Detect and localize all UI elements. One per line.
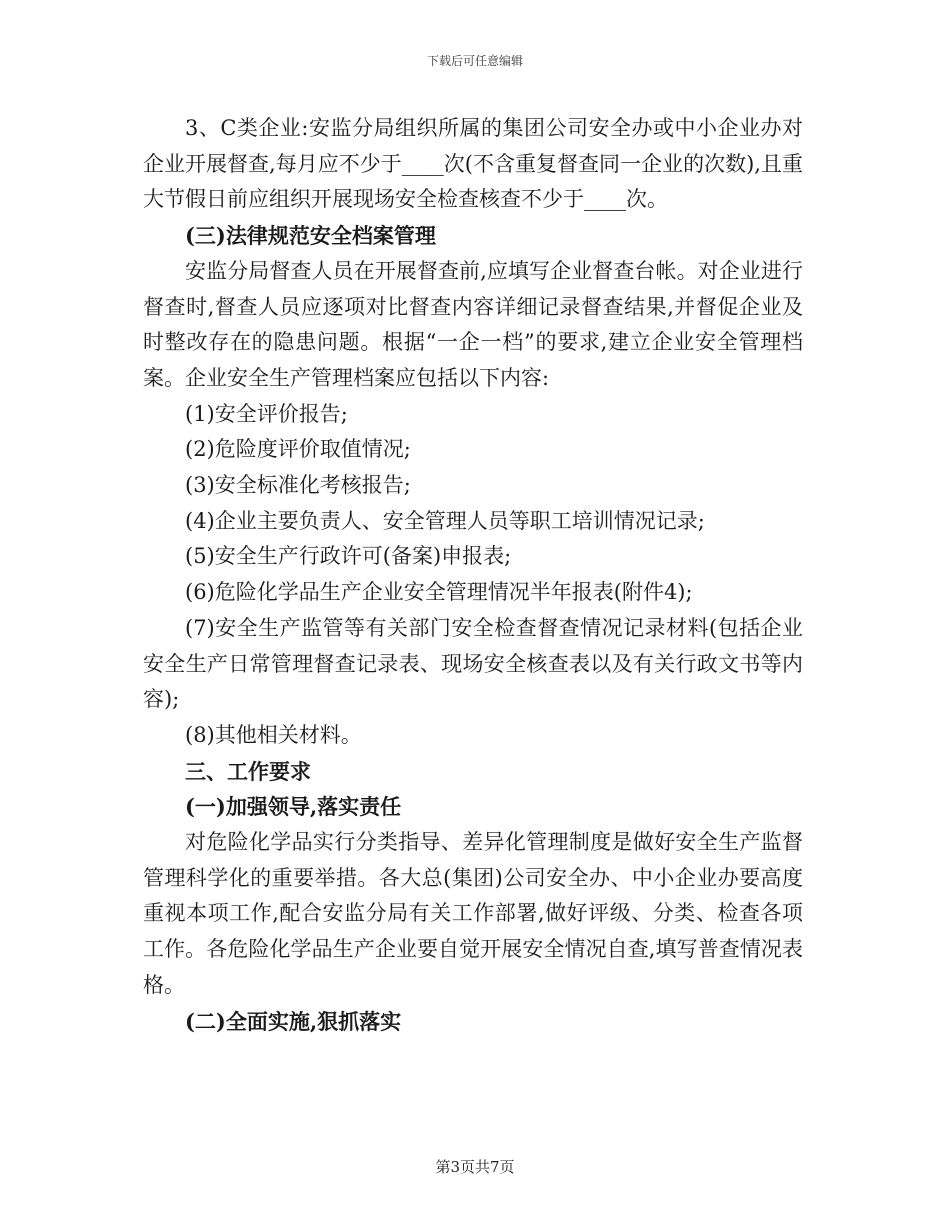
paragraph-archive-description: 安监分局督查人员在开展督查前,应填写企业督查台帐。对企业进行督查时,督查人员应逐项对比督查内容详细记录督查结果,并督促企业及时整改存在的隐患问题。根据“一企一档”的要求,建立企业安全管理档案。企业安全生产管理档案应包括以下内容: bbox=[143, 258, 803, 390]
list-item-3: (3)安全标准化考核报告; bbox=[185, 473, 411, 498]
page-number: 第3页共7页 bbox=[435, 1158, 515, 1176]
list-item-1: (1)安全评价报告; bbox=[185, 401, 348, 426]
page-header: 下载后可任意编辑 bbox=[426, 54, 523, 68]
list-item-8: (8)其他相关材料。 bbox=[185, 722, 362, 747]
paragraph-c-class-enterprise: 3、C类企业:安监分局组织所属的集团公司安全办或中小企业办对企业开展督查,每月应不少于____次(不含重复督查同一企业的次数),且重大节假日前应组织开展现场安全检查核查不少于____次。 bbox=[143, 116, 803, 212]
section-heading-work-requirements: 三、工作要求 bbox=[185, 758, 311, 784]
list-item-7: (7)安全生产监管等有关部门安全检查督查情况记录材料(包括企业安全生产日常管理督查记录表、现场安全核查表以及有关行政文书等内容); bbox=[143, 615, 803, 712]
paragraph-leadership: 对危险化学品实行分类指导、差异化管理制度是做好安全生产监督管理科学化的重要举措。各大总(集团)公司安全办、中小企业办要高度重视本项工作,配合安监分局有关工作部署,做好评级、分类、检查各项工作。各危险化学品生产企业要自觉开展安全情况自查,填写普查情况表格。 bbox=[143, 830, 803, 997]
document-body bbox=[143, 111, 803, 1039]
list-item-2: (2)危险度评价取值情况; bbox=[185, 437, 411, 462]
subsection-heading-leadership: (一)加强领导,落实责任 bbox=[185, 794, 402, 820]
list-item-4: (4)企业主要负责人、安全管理人员等职工培训情况记录; bbox=[185, 508, 705, 533]
list-item-6: (6)危险化学品生产企业安全管理情况半年报表(附件4); bbox=[185, 580, 693, 605]
list-item-5: (5)安全生产行政许可(备案)申报表; bbox=[185, 544, 512, 569]
section-heading-archive-management: (三)法律规范安全档案管理 bbox=[185, 223, 436, 249]
subsection-heading-implementation: (二)全面实施,狠抓落实 bbox=[185, 1008, 402, 1034]
